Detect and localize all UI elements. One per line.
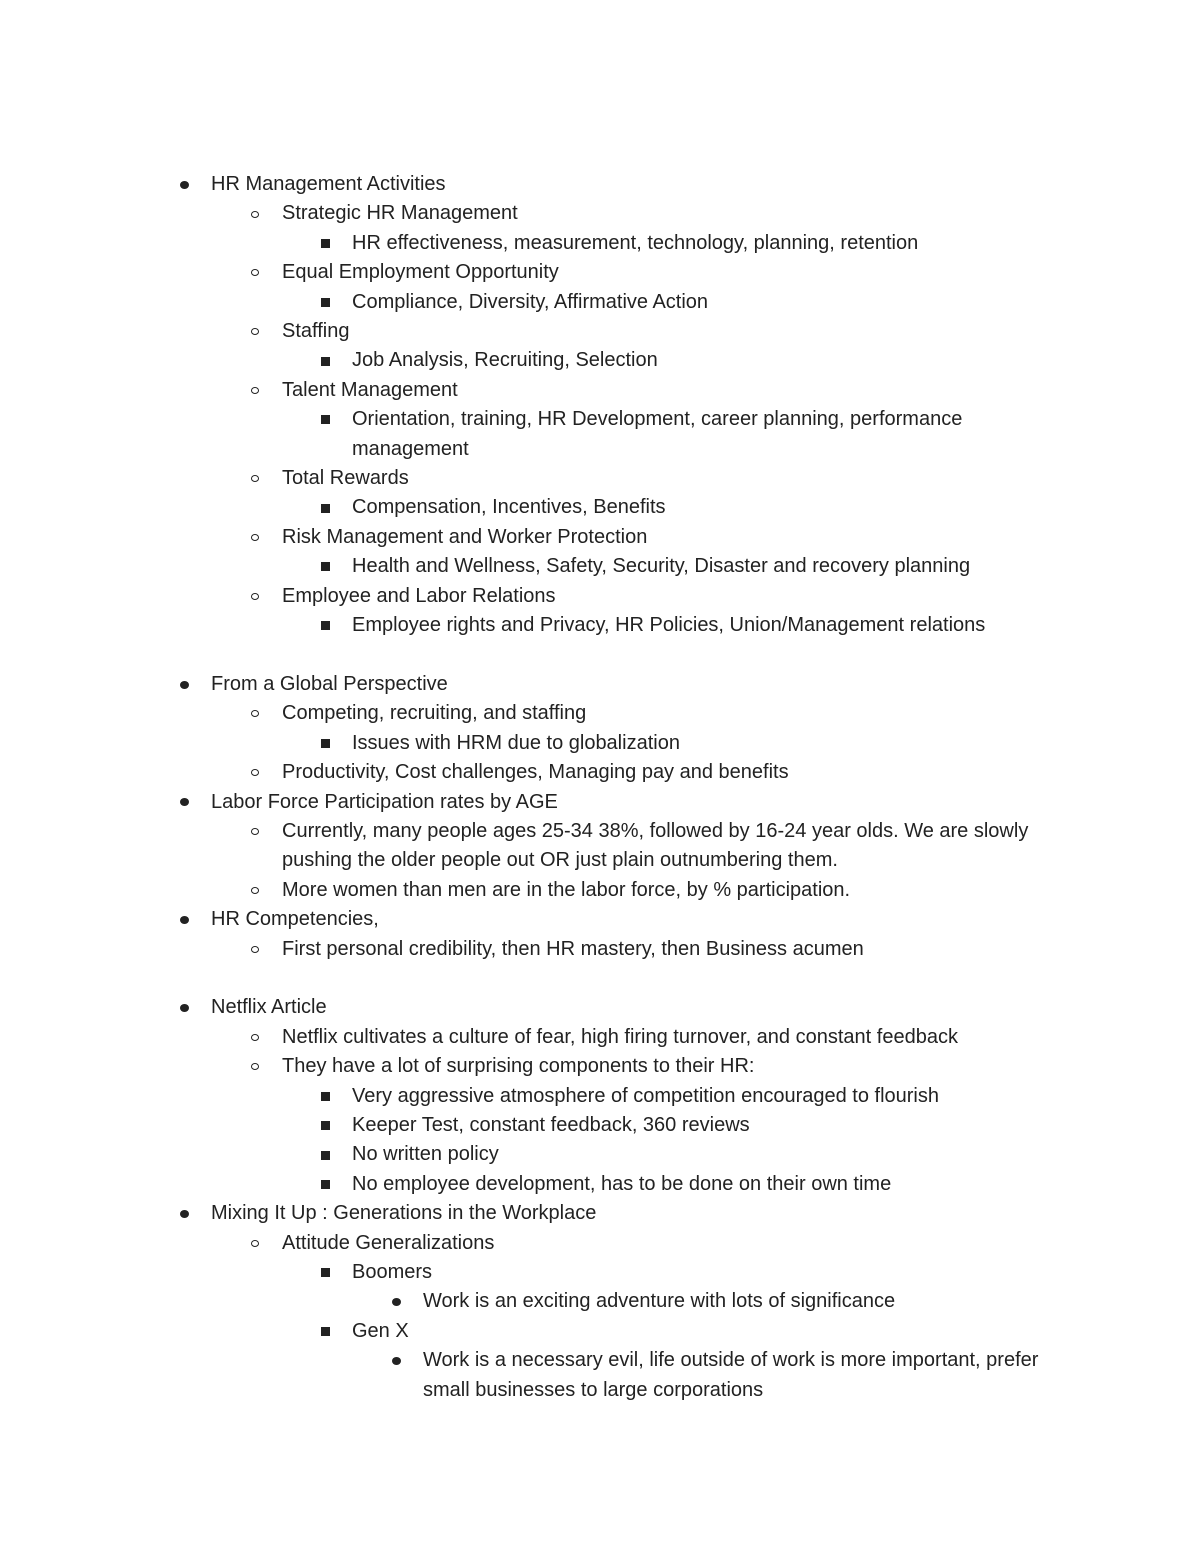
bullet-circle-icon <box>248 523 262 552</box>
list-item: Competing, recruiting, and staffing <box>0 699 1200 728</box>
list-item: Keeper Test, constant feedback, 360 reviews <box>0 1111 1200 1140</box>
bullet-square-icon <box>318 552 332 581</box>
list-item: Employee and Labor Relations <box>0 582 1200 611</box>
bullet-circle-icon <box>248 258 262 287</box>
list-item: No written policy <box>0 1140 1200 1169</box>
bullet-square-icon <box>318 346 332 375</box>
bullet-square-icon <box>318 229 332 258</box>
list-item: Compensation, Incentives, Benefits <box>0 493 1200 522</box>
list-item: Compliance, Diversity, Affirmative Action <box>0 288 1200 317</box>
list-item: Talent Management <box>0 376 1200 405</box>
bullet-circle-icon <box>248 317 262 346</box>
list-item: Work is an exciting adventure with lots of significance <box>0 1287 1200 1316</box>
bullet-circle-icon <box>248 199 262 228</box>
list-item: Job Analysis, Recruiting, Selection <box>0 346 1200 375</box>
bullet-square-icon <box>318 1170 332 1199</box>
spacer <box>0 964 1200 993</box>
bullet-dot-icon <box>389 1287 403 1316</box>
list-item: First personal credibility, then HR mastery, then Business acumen <box>0 935 1200 964</box>
list-item: Total Rewards <box>0 464 1200 493</box>
list-item: Work is a necessary evil, life outside of work is more important, prefer small businesses to large corporations <box>0 1346 1200 1405</box>
bullet-square-icon <box>318 1082 332 1111</box>
list-item: Equal Employment Opportunity <box>0 258 1200 287</box>
list-item: Health and Wellness, Safety, Security, Disaster and recovery planning <box>0 552 1200 581</box>
bullet-square-icon <box>318 1140 332 1169</box>
list-item: Productivity, Cost challenges, Managing pay and benefits <box>0 758 1200 787</box>
bullet-circle-icon <box>248 376 262 405</box>
list-item: They have a lot of surprising components to their HR: <box>0 1052 1200 1081</box>
bullet-square-icon <box>318 405 332 434</box>
list-item: Mixing It Up : Generations in the Workplace <box>0 1199 1200 1228</box>
list-item: HR Competencies, <box>0 905 1200 934</box>
bullet-circle-icon <box>248 817 262 846</box>
list-item: Risk Management and Worker Protection <box>0 523 1200 552</box>
list-item: Strategic HR Management <box>0 199 1200 228</box>
bullet-square-icon <box>318 1258 332 1287</box>
bullet-square-icon <box>318 493 332 522</box>
bullet-dot-icon <box>389 1346 403 1375</box>
list-item: Issues with HRM due to globalization <box>0 729 1200 758</box>
bullet-dot-icon <box>177 788 191 817</box>
bullet-circle-icon <box>248 1023 262 1052</box>
list-item: Employee rights and Privacy, HR Policies, Union/Management relations <box>0 611 1200 640</box>
list-item: Labor Force Participation rates by AGE <box>0 788 1200 817</box>
list-item: Currently, many people ages 25-34 38%, followed by 16-24 year olds. We are slowly pushing the older people out OR just plain outnumbering them. <box>0 817 1200 876</box>
bullet-square-icon <box>318 611 332 640</box>
bullet-dot-icon <box>177 993 191 1022</box>
bullet-square-icon <box>318 288 332 317</box>
bullet-circle-icon <box>248 464 262 493</box>
bullet-dot-icon <box>177 670 191 699</box>
spacer <box>0 641 1200 670</box>
list-item: No employee development, has to be done on their own time <box>0 1170 1200 1199</box>
bullet-square-icon <box>318 1317 332 1346</box>
bullet-circle-icon <box>248 1052 262 1081</box>
list-item: From a Global Perspective <box>0 670 1200 699</box>
bullet-circle-icon <box>248 582 262 611</box>
bullet-square-icon <box>318 1111 332 1140</box>
list-item: HR effectiveness, measurement, technology, planning, retention <box>0 229 1200 258</box>
bullet-circle-icon <box>248 935 262 964</box>
bullet-square-icon <box>318 729 332 758</box>
bullet-dot-icon <box>177 905 191 934</box>
bullet-dot-icon <box>177 170 191 199</box>
list-item: Staffing <box>0 317 1200 346</box>
list-item: Netflix Article <box>0 993 1200 1022</box>
list-item: HR Management Activities <box>0 170 1200 199</box>
list-item: Orientation, training, HR Development, career planning, performance management <box>0 405 1200 464</box>
bullet-dot-icon <box>177 1199 191 1228</box>
outline <box>0 170 1200 1405</box>
list-item: Boomers <box>0 1258 1200 1287</box>
bullet-circle-icon <box>248 699 262 728</box>
list-item: Gen X <box>0 1317 1200 1346</box>
bullet-circle-icon <box>248 1229 262 1258</box>
list-item: Netflix cultivates a culture of fear, high firing turnover, and constant feedback <box>0 1023 1200 1052</box>
list-item: More women than men are in the labor force, by % participation. <box>0 876 1200 905</box>
list-item: Attitude Generalizations <box>0 1229 1200 1258</box>
bullet-circle-icon <box>248 876 262 905</box>
list-item: Very aggressive atmosphere of competition encouraged to flourish <box>0 1082 1200 1111</box>
bullet-circle-icon <box>248 758 262 787</box>
